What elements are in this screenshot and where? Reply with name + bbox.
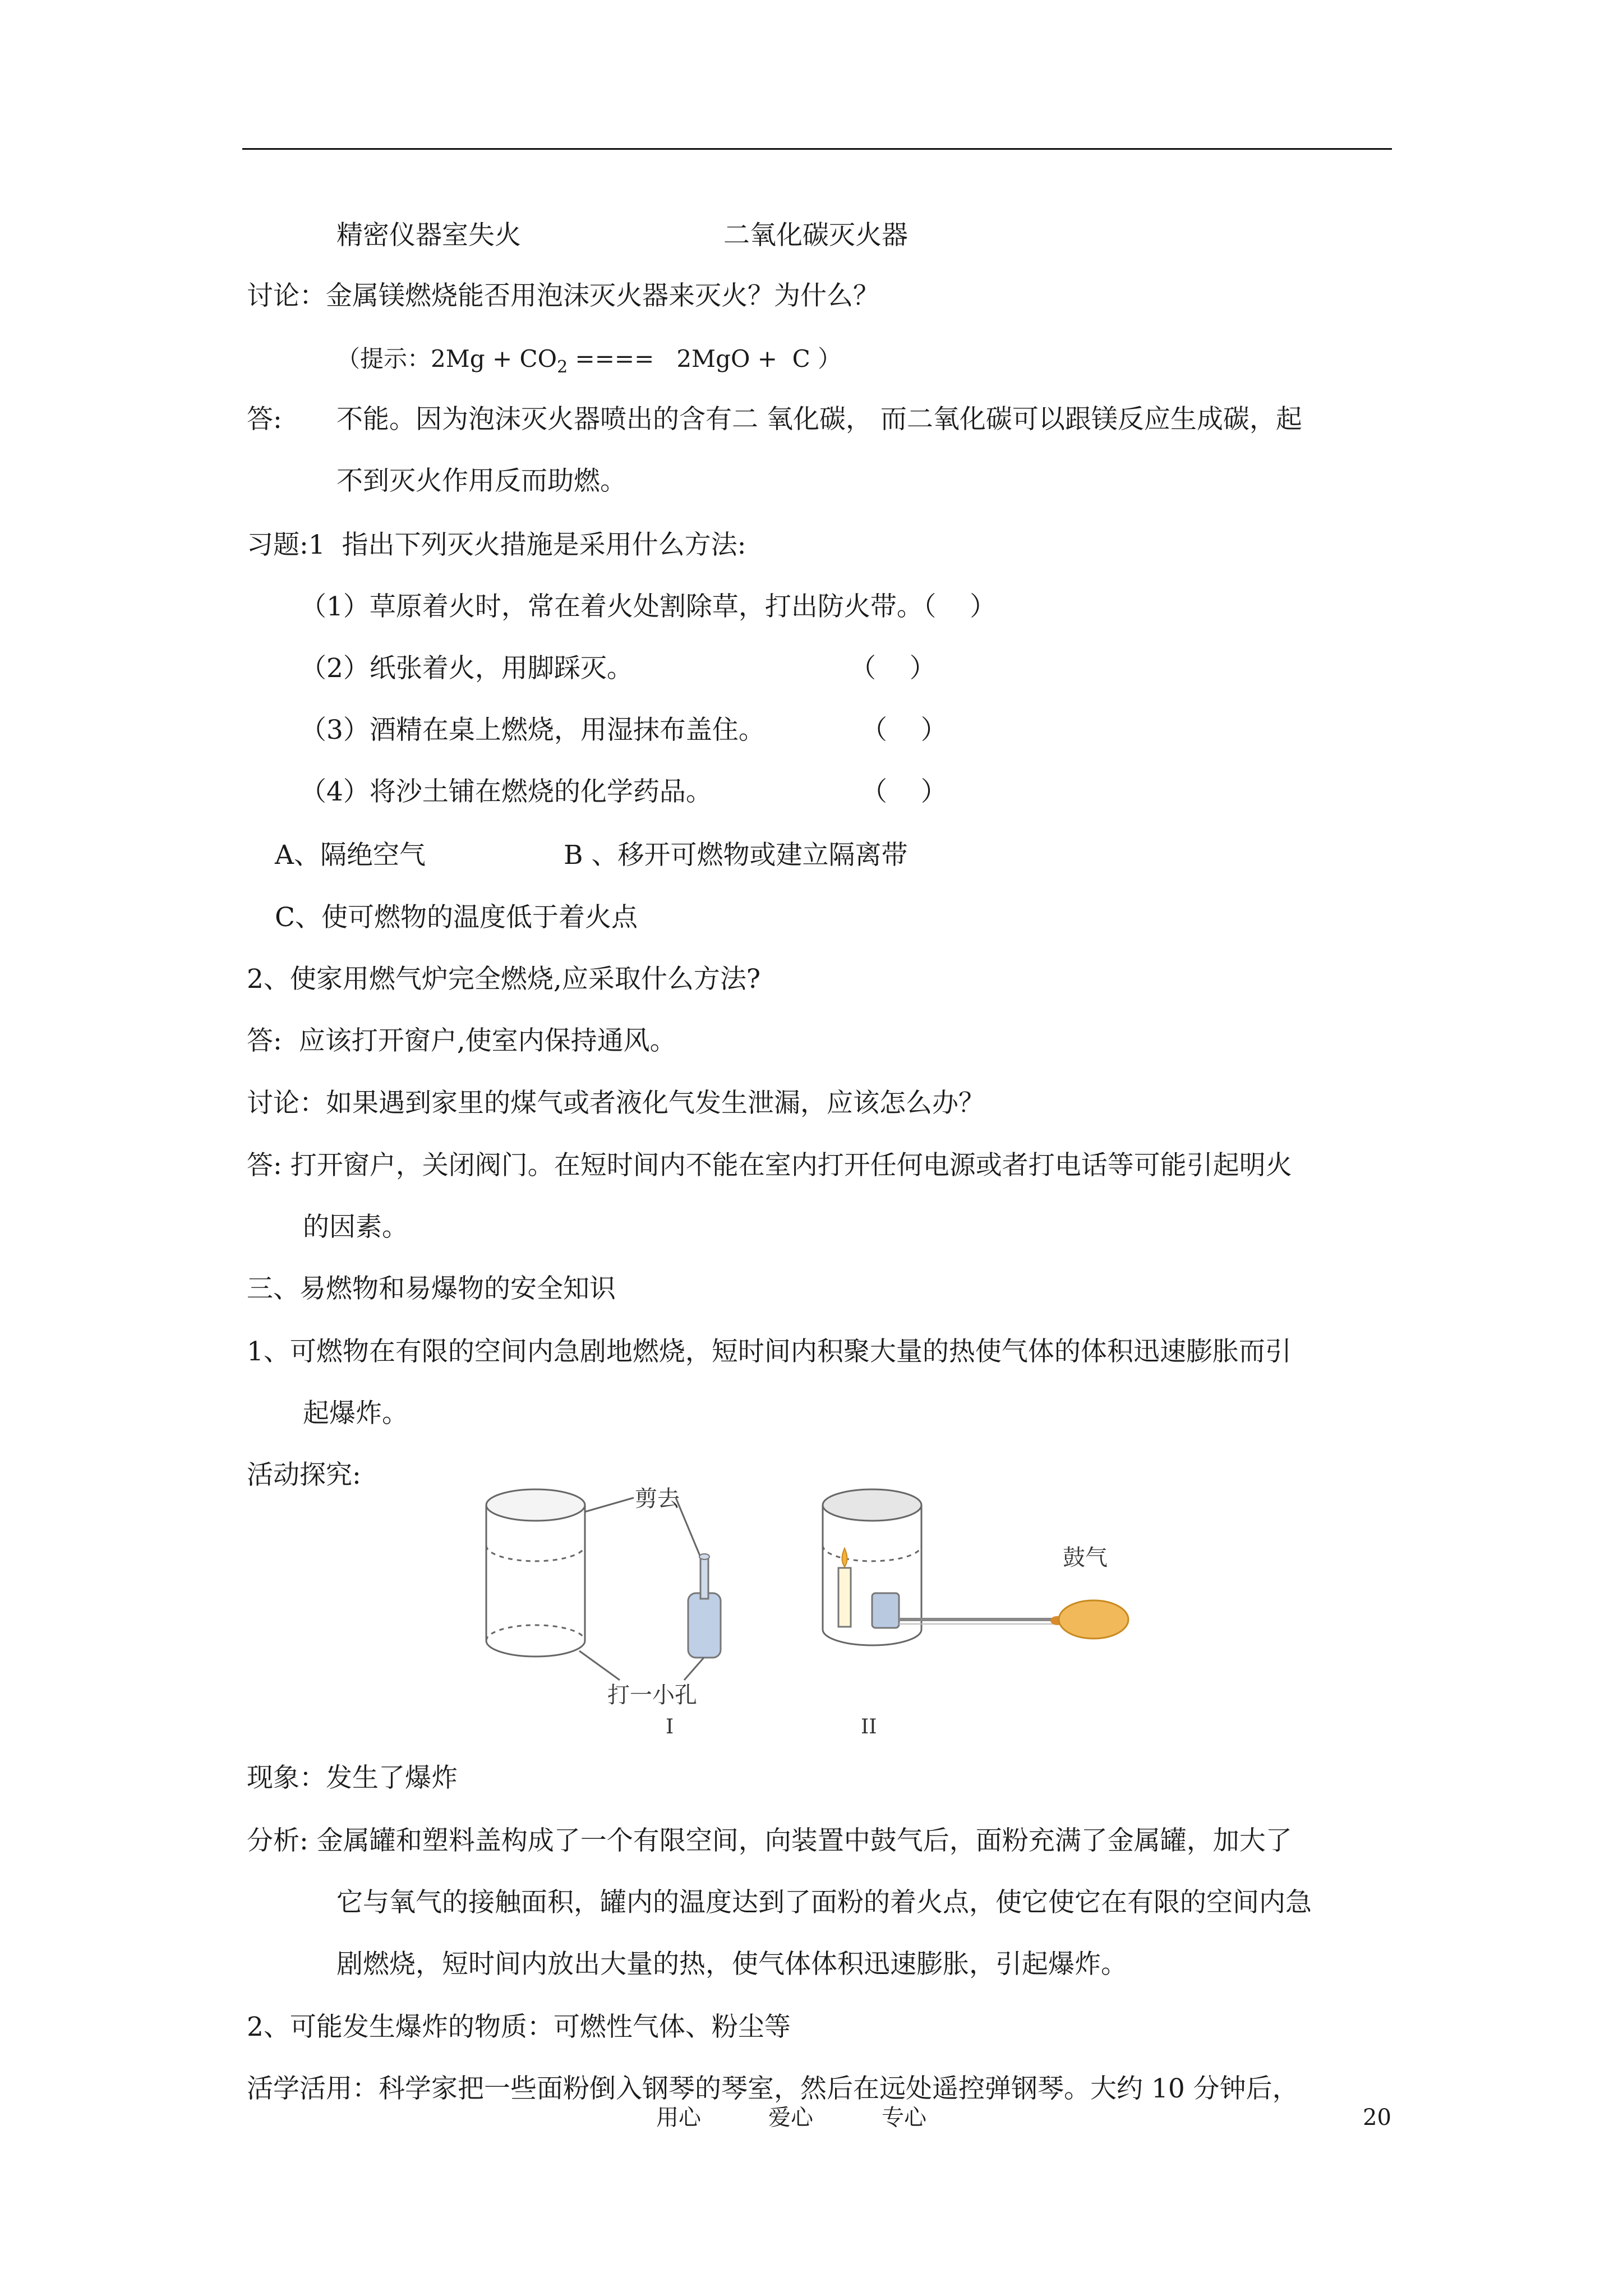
footer-motto-2: 爱心 (768, 2105, 813, 2131)
text-line: 精密仪器室失火 (336, 220, 521, 251)
header-rule (242, 148, 1392, 150)
text-line: （1）草原着火时，常在着火处割除草，打出防火带。（ ） (300, 591, 997, 622)
text-line: 不能。因为泡沫灭火器喷出的含有二 氧化碳， 而二氧化碳可以跟镁反应生成碳，起 (336, 404, 1302, 435)
label-figure-ii: II (861, 1715, 877, 1736)
text-line: 答: 应该打开窗户,使室内保持通风。 (247, 1025, 676, 1056)
equation-hint: （提示：$2Mg + CO_2$ ==== 2MgO + C ） (336, 345, 842, 377)
text-line: （4）将沙土铺在燃烧的化学药品。 (300, 776, 712, 807)
text-line: 讨论：金属镁燃烧能否用泡沫灭火器来灭火？为什么？ (247, 280, 879, 311)
text-line: B 、移开可燃物或建立隔离带 (564, 840, 908, 871)
text-line: 答: 打开窗户，关闭阀门。在短时间内不能在室内打开任何电源或者打电话等可能引起明火 (247, 1150, 1292, 1181)
text-line: 分析: 金属罐和塑料盖构成了一个有限空间，向装置中鼓气后，面粉充满了金属罐，加大了 (247, 1825, 1292, 1856)
label-blow: 鼓气 (1063, 1545, 1108, 1571)
label-hole: 打一小孔 (607, 1682, 697, 1708)
experiment-figure (479, 1473, 1181, 1736)
text-line: 剧燃烧，短时间内放出大量的热，使气体体积迅速膨胀，引起爆炸。 (336, 1949, 1127, 1980)
text-line: 习题:1 指出下列灭火措施是采用什么方法: (247, 530, 746, 560)
label-cut: 剪去 (635, 1486, 680, 1512)
text-line: 二氧化碳灭火器 (723, 220, 908, 251)
page-number: 20 (1363, 2105, 1391, 2131)
text-line: 2、可能发生爆炸的物质：可燃性气体、粉尘等 (247, 2012, 791, 2042)
text-line: （ ） (850, 653, 936, 684)
footer-motto-1: 用心 (656, 2105, 701, 2131)
text-line: （3）酒精在桌上燃烧，用湿抹布盖住。 (300, 715, 765, 746)
text-line: 讨论：如果遇到家里的煤气或者液化气发生泄漏，应该怎么办？ (247, 1088, 985, 1119)
text-line: 2、使家用燃气炉完全燃烧,应采取什么方法? (247, 964, 761, 995)
text-line: 的因素。 (303, 1212, 408, 1243)
footer-motto-3: 专心 (882, 2105, 926, 2131)
text-line: （ ） (861, 776, 947, 807)
text-line: 不到灭火作用反而助燃。 (336, 466, 626, 496)
answer-label: 答: (247, 404, 282, 435)
text-line: 它与氧气的接触面积，罐内的温度达到了面粉的着火点，使它使它在有限的空间内急 (336, 1887, 1312, 1918)
text-line: 活动探究: (247, 1460, 361, 1490)
text-line: （ ） (861, 715, 947, 746)
text-line: 现象：发生了爆炸 (247, 1763, 458, 1793)
section-heading: 三、易燃物和易爆物的安全知识 (247, 1273, 616, 1304)
text-line: C、使可燃物的温度低于着火点 (275, 902, 638, 933)
text-line: A、隔绝空气 (275, 840, 426, 871)
text-line: （2）纸张着火，用脚踩灭。 (300, 653, 633, 684)
text-line: 1、可燃物在有限的空间内急剧地燃烧，短时间内积聚大量的热使气体的体积迅速膨胀而引 (247, 1336, 1292, 1367)
text-line: 活学活用：科学家把一些面粉倒入钢琴的琴室，然后在远处遥控弹钢琴。大约 10 分钟后， (247, 2073, 1299, 2104)
text-line: 起爆炸。 (303, 1398, 408, 1429)
label-figure-i: I (666, 1715, 674, 1736)
